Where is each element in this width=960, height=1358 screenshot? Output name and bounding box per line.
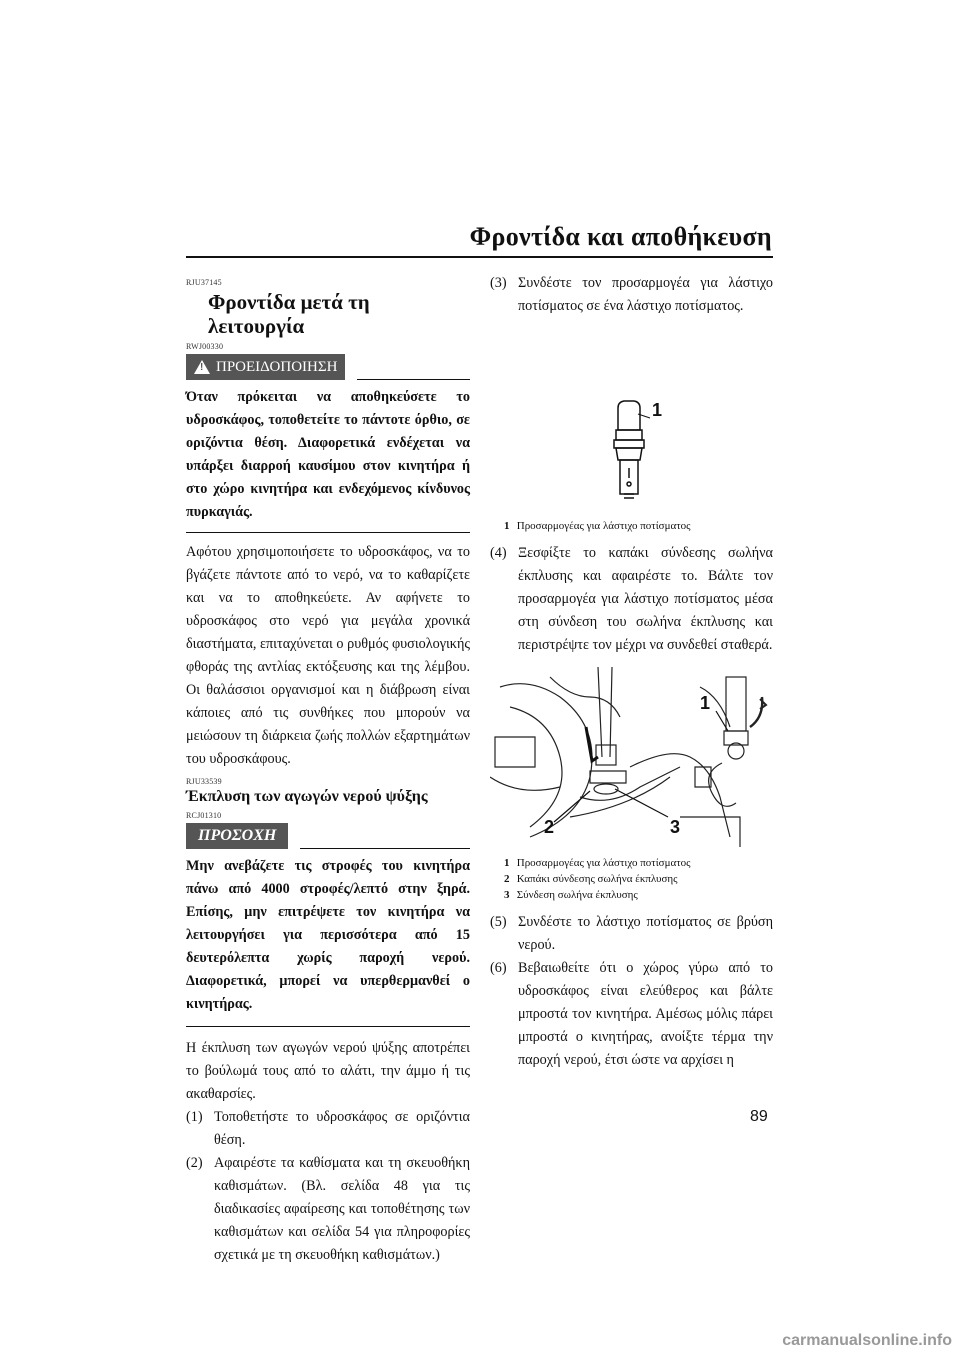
caption-number: 3 <box>504 889 510 901</box>
step-number: (1) <box>186 1109 203 1125</box>
step-number: (2) <box>186 1155 203 1171</box>
caption-item <box>504 887 773 903</box>
page-header-title: Φροντίδα και αποθήκευση <box>469 222 772 251</box>
step-item <box>490 272 773 318</box>
hose-adapter-illustration <box>490 318 773 508</box>
step-item <box>186 1152 470 1267</box>
body-paragraph: Η έκπλυση των αγωγών νερού ψύξης αποτρέπει το βούλωμά τους από το αλάτι, την άμμο ή τις ακαθαρσίες. <box>186 1040 470 1102</box>
caution-badge <box>186 823 288 849</box>
step-text: Ξεσφίξτε το καπάκι σύνδεσης σωλήνα έκπλυσης και αφαιρέστε το. Βάλτε τον προσαρμογέα για λάστιχο ποτίσματος μέσα στη σύνδεση του σωλήνα έκπλυσης και περιστρέψτε τον μέχρι να συνδεθεί σταθερά. <box>518 545 773 653</box>
caption-number: 1 <box>504 857 510 869</box>
ref-code: RJU33539 <box>186 777 222 786</box>
caution-text: Μην ανεβάζετε τις στροφές του κινητήρα πάνω από 4000 στροφές/λεπτό στην ξηρά. Επίσης, μην επιτρέψετε τον κινητήρα να λειτουργήσει για περισσότερα από 15 δευτερόλεπτα χωρίς παροχή νερού. Διαφορετικά, μπορεί να υπερθερμανθεί ο κινητήρας. <box>186 858 470 1012</box>
step-number: (4) <box>490 545 507 561</box>
warning-badge <box>186 354 345 380</box>
warning-rule <box>357 379 470 380</box>
caption-text: Καπάκι σύνδεσης σωλήνα έκπλυσης <box>516 873 678 885</box>
right-column <box>490 272 773 1072</box>
figure-callout-2: 2 <box>544 817 555 837</box>
header-rule <box>186 256 773 258</box>
divider <box>186 1026 470 1027</box>
figure-callout-1: 1 <box>652 400 663 420</box>
ref-code: RWJ00330 <box>186 342 224 351</box>
step-item <box>490 911 773 957</box>
ref-code: RCJ01310 <box>186 811 222 820</box>
caption-number: 2 <box>504 873 510 885</box>
step-text: Βεβαιωθείτε ότι ο χώρος γύρω από το υδροσκάφος είναι ελεύθερος και βάλτε μπροστά τον κινητήρα. Αμέσως μόλις πάρει μπροστά ο κινητήρας, ανοίξτε τέρμα την παροχή νερού, έτσι ώστε να αρχίσει η <box>518 960 773 1068</box>
step-text: Συνδέστε τον προσαρμογέα για λάστιχο ποτίσματος σε ένα λάστιχο ποτίσματος. <box>518 275 773 314</box>
ref-code: RJU37145 <box>186 278 222 287</box>
divider <box>186 532 470 533</box>
step-number: (5) <box>490 914 507 930</box>
step-item <box>490 957 773 1072</box>
step-item <box>186 1106 470 1152</box>
caution-header <box>186 823 470 849</box>
subsection-title: Έκπλυση των αγωγών νερού ψύξης <box>186 788 428 805</box>
step-text: Αφαιρέστε τα καθίσματα και τη σκευοθήκη καθισμάτων. (Βλ. σελίδα 48 για τις διαδικασίες αφαίρεσης και τοποθέτησης των καθισμάτων και σελίδα 54 για πληροφορίες σχετικά με τη σκευοθήκη καθισμάτων.) <box>214 1155 470 1263</box>
warning-label: ΠΡΟΕΙΔΟΠΟΙΗΣΗ <box>216 358 338 375</box>
body-paragraph: Αφότου χρησιμοποιήσετε το υδροσκάφος, να το βγάζετε πάντοτε από το νερό, να το καθαρίζετε και να το αποθηκεύετε. Αν αφήνετε το υδροσκάφος στο νερό για μεγάλα χρονικά διαστήματα, επιταχύνεται ο ρυθμός φυσιολογικής φθοράς της αντλίας εκτόξευσης και της λέμβου. Οι θαλάσσιοι οργανισμοί και η διάβρωση είναι κάποιες από τις συνθήκες που μπορούν να μειώσουν τη διάρκεια ζωής πολλών εξαρτημάτων του υδροσκάφους. <box>186 544 470 767</box>
caption-item <box>504 855 773 871</box>
step-number: (6) <box>490 960 507 976</box>
flush-connection-illustration <box>490 667 773 847</box>
figure-callout-3: 3 <box>670 817 681 837</box>
step-text: Τοποθετήστε το υδροσκάφος σε οριζόντια θέση. <box>214 1109 470 1148</box>
caption-text: Σύνδεση σωλήνα έκπλυσης <box>516 889 638 901</box>
warning-header <box>186 354 470 380</box>
figure-flush-connection <box>490 667 773 847</box>
warning-triangle-icon: ! <box>194 360 210 374</box>
page-number: 89 <box>750 1108 768 1125</box>
caution-rule <box>300 848 470 849</box>
figure-caption <box>504 518 773 534</box>
watermark: carmanualsonline.info <box>782 1332 952 1349</box>
caption-number: 1 <box>504 520 510 532</box>
step-number: (3) <box>490 275 507 291</box>
caption-text: Προσαρμογέας για λάστιχο ποτίσματος <box>516 857 691 869</box>
caption-text: Προσαρμογέας για λάστιχο ποτίσματος <box>516 520 691 532</box>
figure-caption <box>504 855 773 903</box>
caution-label: ΠΡΟΣΟΧΗ <box>198 827 277 844</box>
caption-item <box>504 518 773 534</box>
figure-hose-adapter <box>490 318 773 508</box>
step-item <box>490 542 773 657</box>
figure-callout-1: 1 <box>700 693 711 713</box>
step-text: Συνδέστε το λάστιχο ποτίσματος σε βρύση νερού. <box>518 914 773 953</box>
left-column <box>186 278 470 1267</box>
section-title: Φροντίδα μετά τη λειτουργία <box>208 290 370 338</box>
warning-text: Όταν πρόκειται να αποθηκεύσετε το υδροσκάφος, τοποθετείτε το πάντοτε όρθιο, σε οριζόντια θέση. Διαφορετικά ενδέχεται να υπάρξει διαρροή καυσίμου στον κινητήρα ή στο χώρο κινητήρα και ενδεχόμενος κίνδυνος πυρκαγιάς. <box>186 389 470 520</box>
caption-item <box>504 871 773 887</box>
